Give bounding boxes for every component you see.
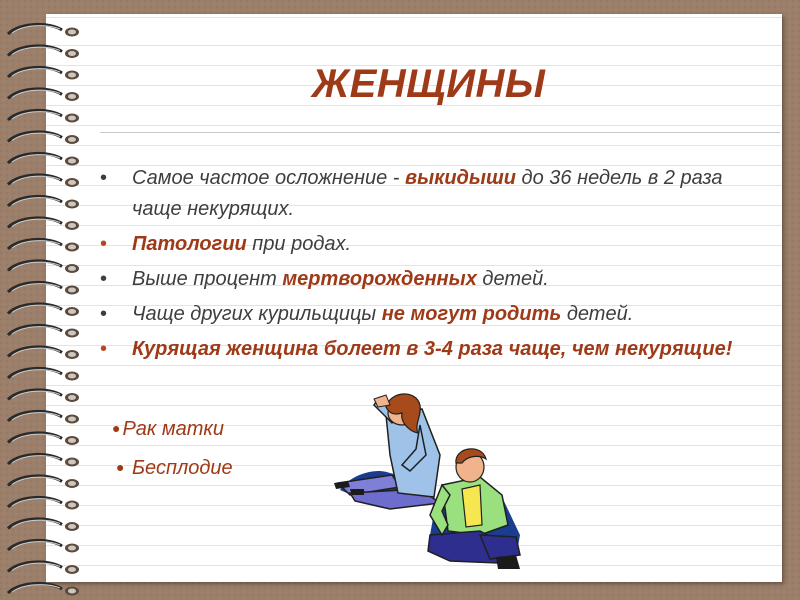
- spiral-ring: [8, 433, 79, 445]
- highlighted-text: не могут родить: [381, 303, 562, 325]
- spiral-ring: [8, 218, 79, 230]
- bullet-icon: •: [100, 303, 108, 325]
- spiral-ring: [8, 562, 79, 574]
- spiral-ring: [8, 153, 79, 165]
- spiral-ring: [8, 196, 79, 208]
- title-divider: [100, 132, 780, 133]
- bullet-list: [100, 163, 740, 365]
- spiral-ring: [8, 175, 79, 187]
- item-text: Выше процент: [132, 268, 283, 290]
- spiral-ring: [8, 132, 79, 144]
- highlighted-text: мертворожденных: [282, 268, 477, 290]
- highlighted-text: выкидыши: [405, 167, 516, 189]
- spiral-ring: [8, 540, 79, 552]
- sub-bullet-icon: ●: [112, 420, 121, 436]
- bullet-icon: •: [100, 233, 108, 255]
- sad-man-figure: [428, 449, 520, 569]
- spiral-ring: [8, 239, 79, 251]
- spiral-ring: [8, 261, 79, 273]
- sub-bullet-icon: ●: [116, 459, 125, 475]
- spiral-ring: [8, 110, 79, 122]
- bullet-item: [100, 229, 740, 260]
- item-text: Самое частое осложнение -: [132, 167, 406, 189]
- item-text: Чаще других курильщицы: [132, 303, 382, 325]
- item-text: детей.: [476, 268, 549, 290]
- spiral-ring: [8, 325, 79, 337]
- sub-item-text: Рак матки: [122, 418, 224, 440]
- spiral-ring: [8, 497, 79, 509]
- spiral-ring: [8, 282, 79, 294]
- item-text: до 36 недель в 2 раза чаще некурящих.: [132, 167, 723, 220]
- spiral-ring: [8, 46, 79, 58]
- spiral-ring: [8, 476, 79, 488]
- spiral-ring: [8, 24, 79, 36]
- highlighted-text: Курящая женщина болеет в 3-4 раза чаще, чем некурящие!: [132, 338, 733, 360]
- bullet-icon: •: [100, 338, 108, 360]
- sad-couple-clipart: [330, 385, 530, 580]
- spiral-ring: [8, 368, 79, 380]
- bullet-item: [100, 264, 740, 295]
- spiral-ring: [8, 390, 79, 402]
- item-text: детей.: [561, 303, 634, 325]
- sub-item: [112, 418, 224, 441]
- spiral-ring: [8, 304, 79, 316]
- spiral-ring: [8, 454, 79, 466]
- spiral-ring: [8, 347, 79, 359]
- item-text: при родах.: [246, 233, 352, 255]
- highlighted-text: Патологии: [132, 233, 247, 255]
- bullet-item: [100, 334, 740, 365]
- bullet-icon: •: [100, 268, 108, 290]
- bullet-item: [100, 163, 740, 225]
- spiral-ring: [8, 519, 79, 531]
- sub-item: [116, 457, 233, 480]
- bullet-item: [100, 299, 740, 330]
- spiral-ring: [8, 583, 79, 595]
- spiral-ring: [8, 411, 79, 423]
- sad-woman-figure: [334, 394, 440, 509]
- spiral-ring: [8, 89, 79, 101]
- slide-title: ЖЕНЩИНЫ: [312, 62, 546, 106]
- spiral-binding: [0, 0, 110, 600]
- spiral-ring: [8, 67, 79, 79]
- bullet-icon: •: [100, 167, 108, 189]
- sub-item-text: Бесплодие: [132, 457, 233, 479]
